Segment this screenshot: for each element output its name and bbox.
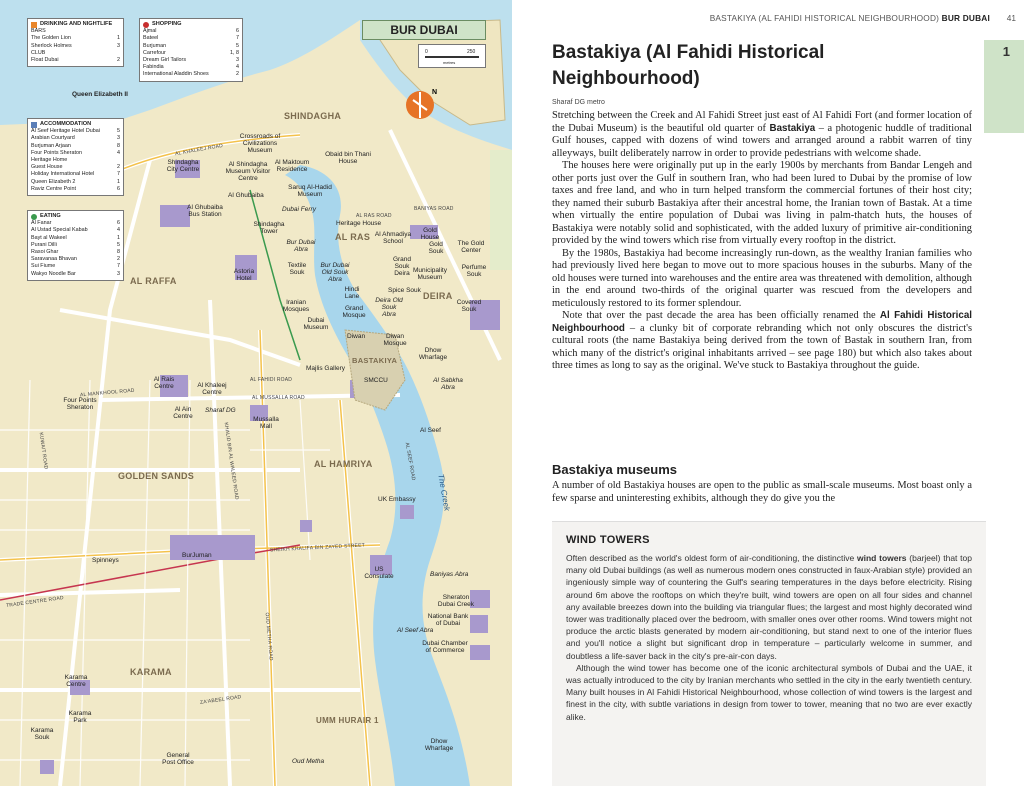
place-label: Al Rais Centre bbox=[153, 376, 175, 390]
key-num: 1 bbox=[117, 35, 120, 42]
box-body bbox=[566, 552, 972, 723]
running-head-section: BASTAKIYA (AL FAHIDI HISTORICAL NEIGHBOURHOOD) bbox=[709, 13, 940, 23]
text-page bbox=[512, 0, 1024, 786]
place-label: Oud Metha bbox=[292, 758, 325, 765]
page-number: 41 bbox=[1006, 13, 1016, 23]
place-label: Grand Mosque bbox=[342, 305, 366, 319]
road-label: AL KHALEEJ ROAD bbox=[174, 142, 224, 158]
key-num: 7 bbox=[117, 263, 120, 270]
place-label: The Gold Center bbox=[457, 240, 485, 254]
body-text-2 bbox=[552, 480, 972, 505]
road-label: BANIYAS ROAD bbox=[414, 206, 454, 212]
place-label: Bur Dubai Old Souk Abra bbox=[320, 262, 350, 283]
road-label: TRADE CENTRE ROAD bbox=[5, 594, 65, 610]
text-run: Often described as the world's oldest form of air-conditioning, the distinctive bbox=[566, 553, 857, 563]
place-label: Shindagha City Centre bbox=[166, 159, 200, 173]
place-label: Queen Elizabeth II bbox=[72, 91, 128, 98]
place-label: Mussalla Mall bbox=[253, 416, 279, 430]
place-label: Spice Souk bbox=[388, 287, 421, 294]
place-label: Covered Souk bbox=[456, 299, 482, 313]
road-label: KUWAIT ROAD bbox=[37, 432, 49, 470]
place-label: Saruq Al-Hadid Museum bbox=[288, 184, 332, 198]
road-label: AL MUSSALLA ROAD bbox=[252, 395, 305, 401]
key-drinking-header: DRINKING AND NIGHTLIFE bbox=[40, 21, 113, 27]
key-item: Al Seef Heritage Hotel Dubai bbox=[31, 128, 100, 135]
key-num: 6 bbox=[117, 220, 120, 227]
area-label: AL RAS bbox=[335, 232, 371, 242]
key-item: Bateel bbox=[143, 35, 159, 42]
body-text bbox=[552, 110, 972, 373]
key-num: 1 bbox=[117, 178, 120, 185]
key-item: Saravanaa Bhavan bbox=[31, 256, 77, 263]
place-label: Al Seef bbox=[420, 427, 441, 434]
section-heading: Bastakiya museums bbox=[552, 462, 678, 477]
place-label: Al Maktoum Residence bbox=[274, 159, 310, 173]
key-item: Al Ustad Special Kabab bbox=[31, 227, 88, 234]
area-label: AL HAMRIYA bbox=[314, 459, 373, 469]
key-num: 4 bbox=[117, 227, 120, 234]
place-label: Dubai Museum bbox=[303, 317, 329, 331]
key-eating bbox=[27, 210, 124, 281]
key-item: Carrefour bbox=[143, 49, 166, 56]
text-run: (barjeel) that top many old Dubai buildings (as well as numerous modern ones constructed in faux-Arabian style) provided an ingeniously simple way of countering the Gulf's searing temperatures in the days before electricity. Rising around 6m above the rooftops on which they're built, wind towers are open on all four sides and channel any available breezes down into the building via triangular flues; the largest and most highly decorated wind tower was traditionally placed over the bedroom, with smaller ones over other rooms. Wind towers might not produce the arctic blasts generated by modern air-conditioning, but stand next to one of the interior flues and you'll notice a slight but significant drop in temperature – particularly welcome in summer, and doubtless a life-saver back in the city's pre-air-con days. bbox=[566, 553, 972, 661]
place-label: UK Embassy bbox=[378, 496, 416, 503]
key-num: 3 bbox=[117, 42, 120, 49]
place-label: General Post Office bbox=[162, 752, 194, 766]
key-num: 7 bbox=[117, 171, 120, 178]
place-label: Al Ain Centre bbox=[173, 406, 193, 420]
key-item: BARS bbox=[31, 28, 46, 35]
area-label: UMM HURAIR 1 bbox=[316, 716, 379, 725]
key-item: The Golden Lion bbox=[31, 35, 71, 42]
key-num: 5 bbox=[117, 241, 120, 248]
road-label: AL FAHIDI ROAD bbox=[250, 377, 293, 383]
place-label: Gold Souk bbox=[428, 241, 444, 255]
place-label: Deira Old Souk Abra bbox=[375, 297, 403, 318]
key-item: Arabian Courtyard bbox=[31, 135, 75, 142]
scale-bar bbox=[418, 44, 486, 68]
scale-label-zero: 0 bbox=[425, 49, 428, 55]
running-head-chapter: BUR DUBAI bbox=[941, 13, 990, 23]
key-item: Sui Fiume bbox=[31, 263, 56, 270]
paragraph: By the 1980s, Bastakiya had become increasingly run-down, as the wealthy Iranian families who had previously lived here began to move out to more spacious houses in the suburbs. Many of the old houses were turned into warehouses and the entire area was threatened with demolition, although in the end around two-thirds of the original quarter was rescued from the developers and meticulously restored to its former splendour. bbox=[552, 247, 972, 309]
place-label: BurJuman bbox=[182, 552, 212, 559]
key-item: Ajmal bbox=[143, 28, 157, 35]
place-label: Diwan Mosque bbox=[383, 333, 407, 347]
key-num: 4 bbox=[236, 64, 239, 71]
key-item: Bayt al Wakeel bbox=[31, 234, 67, 241]
place-label: Al Sabkha Abra bbox=[433, 377, 463, 391]
text-run: – a photogenic huddle of traditional Gulf houses, capped with dozens of wind towers and arranged around a rabbit warren of tiny alleyways, built deliberately narrow in order to provide pedestrians with welcome shade. bbox=[552, 122, 972, 159]
place-label: Bur Dubai Abra bbox=[286, 239, 316, 253]
key-num: 3 bbox=[117, 135, 120, 142]
road-label: AL SEEF ROAD bbox=[403, 441, 417, 482]
place-label: Majlis Gallery bbox=[306, 365, 346, 372]
road-label: AL RAS ROAD bbox=[356, 213, 392, 219]
key-num: 1 bbox=[117, 234, 120, 241]
area-label: KARAMA bbox=[130, 667, 172, 677]
text-run: Stretching between the Creek and Al Fahidi Street just east of Al Fahidi Fort (and former location of the Dubai Museum) is the beautiful old quarter of bbox=[552, 110, 972, 134]
place-label: Dubai Ferry bbox=[282, 206, 316, 213]
place-label: Sheraton Dubai Creek bbox=[437, 594, 475, 608]
place-label: Spinneys bbox=[92, 557, 119, 564]
place-label: Dubai Chamber of Commerce bbox=[422, 640, 468, 654]
key-item: Float Dubai bbox=[31, 57, 59, 64]
place-label: SMCCU bbox=[364, 377, 388, 384]
paragraph bbox=[566, 552, 972, 662]
key-num: 6 bbox=[236, 28, 239, 35]
road-label: SHEIKH KHALIFA BIN ZAYED STREET bbox=[269, 542, 366, 554]
text-run: – a clunky bit of corporate rebranding which not only obscures the district's cultural roots (the name Bastakiya being derived from the town of Bastak in southern Iran, from which many of the district's original inhabitants arrived – see page 180) but which also takes about three times as long to say as the original. We've stuck to Bastakiya throughout the guide. bbox=[552, 322, 972, 371]
key-accommodation bbox=[27, 118, 124, 196]
paragraph: The houses here were originally put up in the early 1900s by merchants from Bandar Lengeh and other ports just over the Gulf in southern Iran, who had been lured to Dubai by the promise of low taxes and free land, and who in turn helped transform the commercial fortunes of their host city; they named their suburb Bastakiya after their ancestral home, the Iranian town of Bastak. At a time when virtually the entire population of Dubai was living in palm-thatch huts, the houses of Bastakiya were notably solid and sophisticated, with the added luxury of primitive air-conditioning provided by the wind towers which rise from virtually every rooftop in the district. bbox=[552, 160, 972, 246]
key-accommodation-header: ACCOMMODATION bbox=[40, 121, 92, 127]
paragraph bbox=[552, 110, 972, 160]
svg-text:N: N bbox=[432, 89, 438, 96]
place-label: Al Seef Abra bbox=[397, 627, 434, 634]
paragraph bbox=[552, 310, 972, 373]
paragraph: Although the wind tower has become one of the iconic architectural symbols of Dubai and the UAE, it was actually introduced to the city by Iranian merchants who settled in the city in the early twentieth century. Many built houses in Al Fahidi Historical Neighbourhood, whose collection of wind towers is the largest and finest in the city, with subtle variations in design from tower to tower, meaning that no two are ever exactly alike. bbox=[566, 662, 972, 722]
area-label: DEIRA bbox=[423, 291, 453, 301]
key-item: Burjuman bbox=[143, 42, 167, 49]
scale-label-max: 250 bbox=[467, 49, 476, 55]
key-item: Guest House bbox=[31, 164, 63, 171]
place-label: Al Shindagha Museum Visitor Centre bbox=[225, 161, 271, 182]
key-item: Al Fanar bbox=[31, 220, 52, 227]
key-num: 2 bbox=[117, 164, 120, 171]
key-item: CLUB bbox=[31, 49, 46, 56]
key-item: Raviz Centre Point bbox=[31, 185, 76, 192]
key-item: Four Points Sheraton bbox=[31, 149, 82, 156]
key-item: Queen Elizabeth 2 bbox=[31, 178, 76, 185]
road-label: AL MANKHOOL ROAD bbox=[79, 387, 135, 399]
paragraph: A number of old Bastakiya houses are open to the public as small-scale museums. Most boast only a few sparse and uninteresting exhibits, although they do give you the bbox=[552, 480, 972, 504]
key-num: 5 bbox=[117, 128, 120, 135]
place-label: Astoria Hotel bbox=[233, 268, 255, 282]
key-num: 2 bbox=[236, 71, 239, 78]
place-label: Dhow Wharfage bbox=[418, 347, 448, 361]
key-shopping bbox=[139, 18, 243, 82]
chapter-tab-number: 1 bbox=[1002, 44, 1010, 59]
metro-info: Sharaf DG metro bbox=[552, 99, 605, 106]
key-item: Fabindia bbox=[143, 64, 164, 71]
place-label: Diwan bbox=[347, 333, 366, 340]
running-head bbox=[710, 13, 990, 23]
place-label: Crossroads of Civilizations Museum bbox=[239, 133, 281, 154]
place-label: Baniyas Abra bbox=[430, 571, 469, 578]
area-label: GOLDEN SANDS bbox=[118, 471, 195, 481]
text-highlight: wind towers bbox=[856, 553, 907, 563]
key-item: Burjuman Arjaan bbox=[31, 142, 71, 149]
key-item: Wakyo Noodle Bar bbox=[31, 270, 76, 277]
key-item: Purani Dilli bbox=[31, 241, 57, 248]
place-label: Al Khaleej Centre bbox=[197, 382, 227, 396]
place-label: Hindi Lane bbox=[344, 286, 360, 300]
place-label: Al Ghubaiba Bus Station bbox=[187, 204, 223, 218]
place-label: Sharaf DG bbox=[205, 407, 236, 414]
place-label: Obaid bin Thani House bbox=[325, 151, 371, 165]
road-label: ZA'ABEEL ROAD bbox=[199, 694, 242, 706]
page-title: Bastakiya (Al Fahidi Historical Neighbourhood) bbox=[552, 42, 825, 89]
place-label: Textile Souk bbox=[287, 262, 307, 276]
place-label: Iranian Mosques bbox=[282, 299, 310, 313]
key-num: 8 bbox=[117, 249, 120, 256]
text-run: Note that over the past decade the area has been officially renamed the bbox=[562, 310, 880, 321]
key-num: 1, 8 bbox=[230, 49, 239, 56]
key-drinking bbox=[27, 18, 124, 67]
box-title: WIND TOWERS bbox=[566, 534, 650, 546]
key-num: 4 bbox=[117, 149, 120, 156]
place-label: Grand Souk Deira bbox=[392, 256, 412, 277]
key-num: 7 bbox=[236, 35, 239, 42]
key-item: Dream Girl Tailors bbox=[143, 57, 187, 64]
key-num: 2 bbox=[117, 256, 120, 263]
place-label: Karama Souk bbox=[30, 727, 54, 741]
place-label: Gold House bbox=[420, 227, 440, 241]
place-label: National Bank of Dubai bbox=[427, 613, 469, 627]
map-title: BUR DUBAI bbox=[362, 20, 486, 40]
place-label: Shindagha Tower bbox=[253, 221, 285, 235]
key-num: 3 bbox=[117, 270, 120, 277]
key-num: 2 bbox=[117, 57, 120, 64]
key-item: Sherlock Holmes bbox=[31, 42, 72, 49]
area-label: BASTAKIYA bbox=[352, 356, 398, 365]
place-label: Karama Centre bbox=[64, 674, 88, 688]
area-label: AL RAFFA bbox=[130, 276, 177, 286]
wind-towers-box bbox=[552, 521, 986, 786]
place-label: Heritage House bbox=[336, 220, 382, 227]
place-label: Municipality Museum bbox=[413, 267, 447, 281]
key-num: 5 bbox=[236, 42, 239, 49]
road-label: OUD METHA ROAD bbox=[263, 612, 274, 662]
key-num: 8 bbox=[117, 142, 120, 149]
place-label: Al Ahmadiya School bbox=[374, 231, 412, 245]
place-label: Dhow Wharfage bbox=[424, 738, 454, 752]
key-item: International Aladdin Shoes bbox=[143, 71, 209, 78]
road-label: KHALID BIN AL WALEED ROAD bbox=[222, 422, 240, 501]
place-label: Perfume Souk bbox=[461, 264, 487, 278]
text-highlight: Al Fahidi Historical Neighbourhood bbox=[552, 310, 973, 334]
text-highlight: Bastakiya bbox=[769, 122, 816, 134]
key-item: Heritage Home bbox=[31, 157, 68, 164]
area-label: SHINDAGHA bbox=[284, 111, 342, 121]
key-item: Holiday International Hotel bbox=[31, 171, 95, 178]
creek-label: The Creek bbox=[436, 473, 452, 512]
key-num: 3 bbox=[236, 57, 239, 64]
key-num: 6 bbox=[117, 185, 120, 192]
key-eating-header: EATING bbox=[40, 213, 61, 219]
place-label: US Consulate bbox=[364, 566, 394, 580]
place-label: Karama Park bbox=[68, 710, 92, 724]
key-item: Rasoi Ghar bbox=[31, 249, 59, 256]
place-label: Four Points Sheraton bbox=[63, 397, 97, 411]
place-label: Al Ghubaiba bbox=[228, 192, 264, 199]
scale-unit: metres bbox=[443, 60, 456, 65]
key-shopping-header: SHOPPING bbox=[152, 21, 182, 27]
